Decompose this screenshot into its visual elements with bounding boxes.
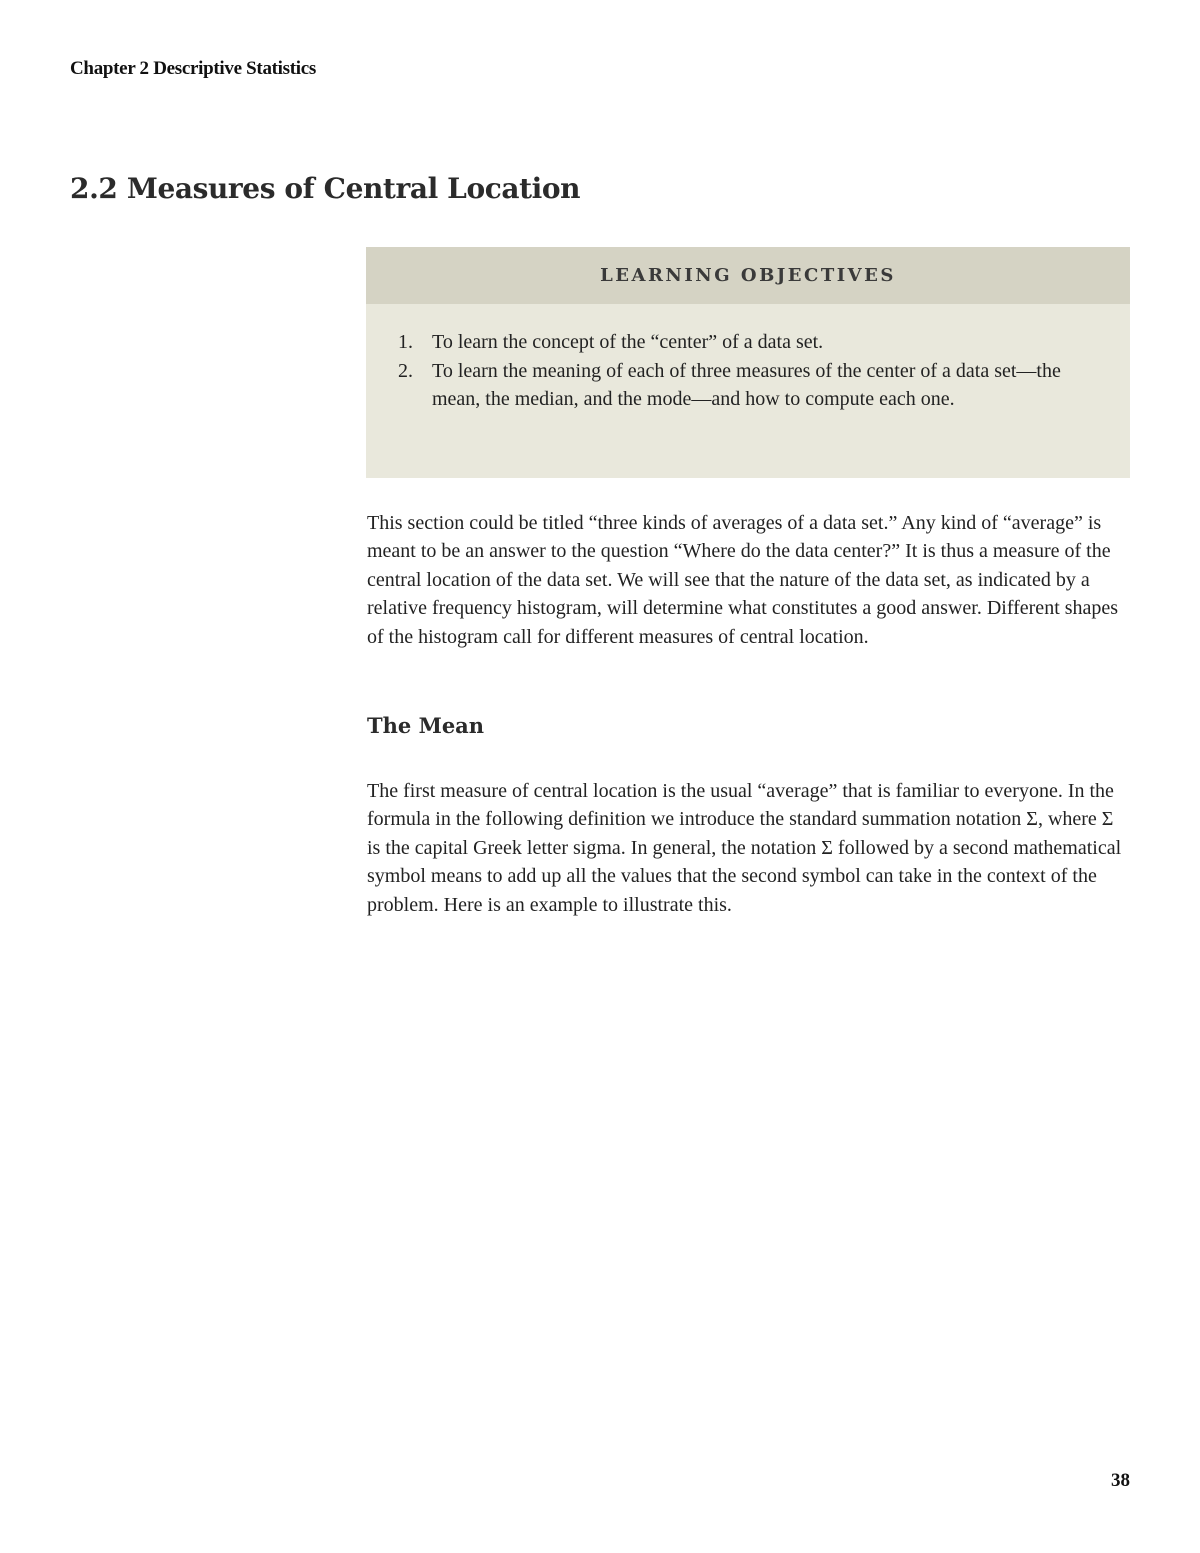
objective-item xyxy=(398,357,1088,414)
mean-subheading: The Mean xyxy=(367,713,485,738)
learning-objectives-box xyxy=(366,247,1130,478)
objective-text: To learn the meaning of each of three measures of the center of a data set—the mean, the median, and the mode—and how to compute each one. xyxy=(432,359,1061,410)
learning-objectives-heading: LEARNING OBJECTIVES xyxy=(366,247,1130,304)
running-header: Chapter 2 Descriptive Statistics xyxy=(70,58,316,79)
page-number: 38 xyxy=(1111,1470,1130,1491)
section-title: 2.2 Measures of Central Location xyxy=(70,172,581,205)
learning-objectives-list xyxy=(398,328,1088,414)
objective-item xyxy=(398,328,1088,357)
intro-paragraph: This section could be titled “three kinds of averages of a data set.” Any kind of “average” is meant to be an answer to the question “Where do the data center?” It is thus a measure of the central location of the data set. We will see that the nature of the data set, as indicated by a relative frequency histogram, will determine what constitutes a good answer. Different shapes of the histogram call for different measures of central location. xyxy=(367,512,1119,648)
objective-number: 1. xyxy=(398,331,413,353)
mean-paragraph: The first measure of central location is the usual “average” that is familiar to everyone. In the formula in the following definition we introduce the standard summation notation Σ, where Σ is the capital Greek letter sigma. In general, the notation Σ followed by a second mathematical symbol means to add up all the values that the second symbol can take in the context of the problem. Here is an example to illustrate this. xyxy=(367,780,1122,916)
objective-text: To learn the concept of the “center” of a data set. xyxy=(432,331,824,353)
objective-number: 2. xyxy=(398,359,413,382)
